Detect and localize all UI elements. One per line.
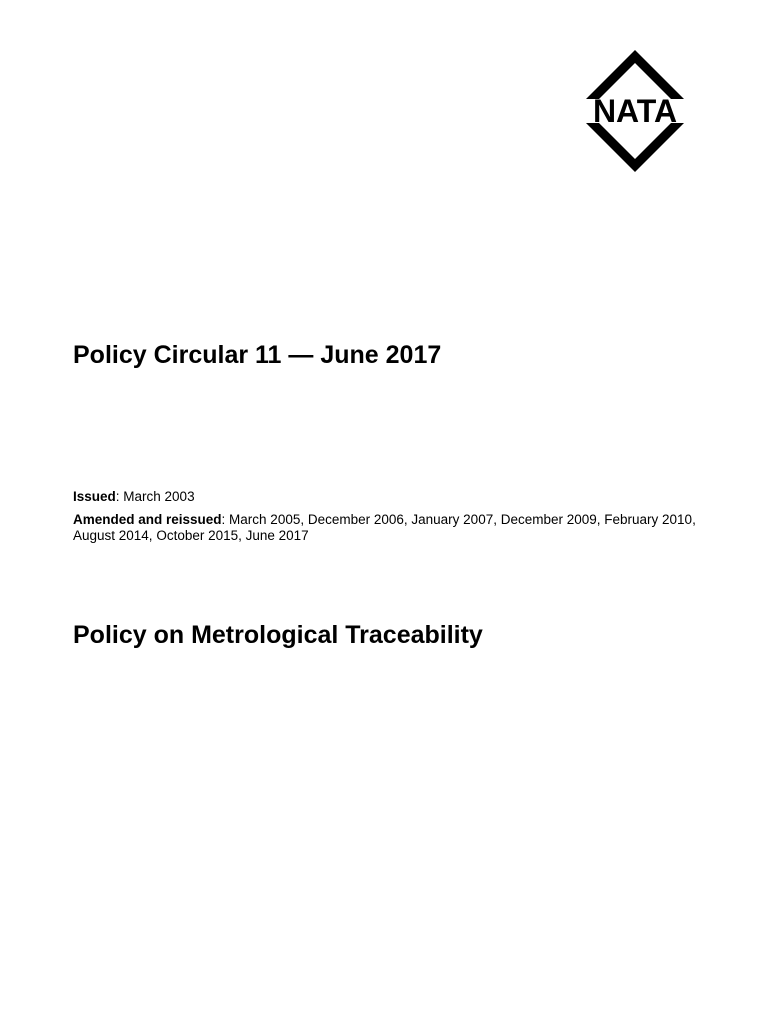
issued-value: : March 2003: [115, 489, 195, 504]
issued-line: [73, 489, 698, 505]
amended-label: Amended and reissued: [73, 512, 222, 527]
logo-text: NATA: [592, 93, 678, 129]
circular-title: Policy Circular 11 — June 2017: [73, 341, 442, 369]
nata-logo-graphic: [580, 50, 690, 172]
amended-line: [73, 512, 698, 544]
policy-title: Policy on Metrological Traceability: [73, 621, 483, 649]
issued-label: Issued: [73, 489, 116, 504]
nata-logo: [580, 50, 690, 172]
issue-info: [73, 489, 698, 551]
amended-value: : March 2005, December 2006, January 2007, December 2009, February 2010, August 2014, October 2015, June 2017: [73, 512, 696, 543]
